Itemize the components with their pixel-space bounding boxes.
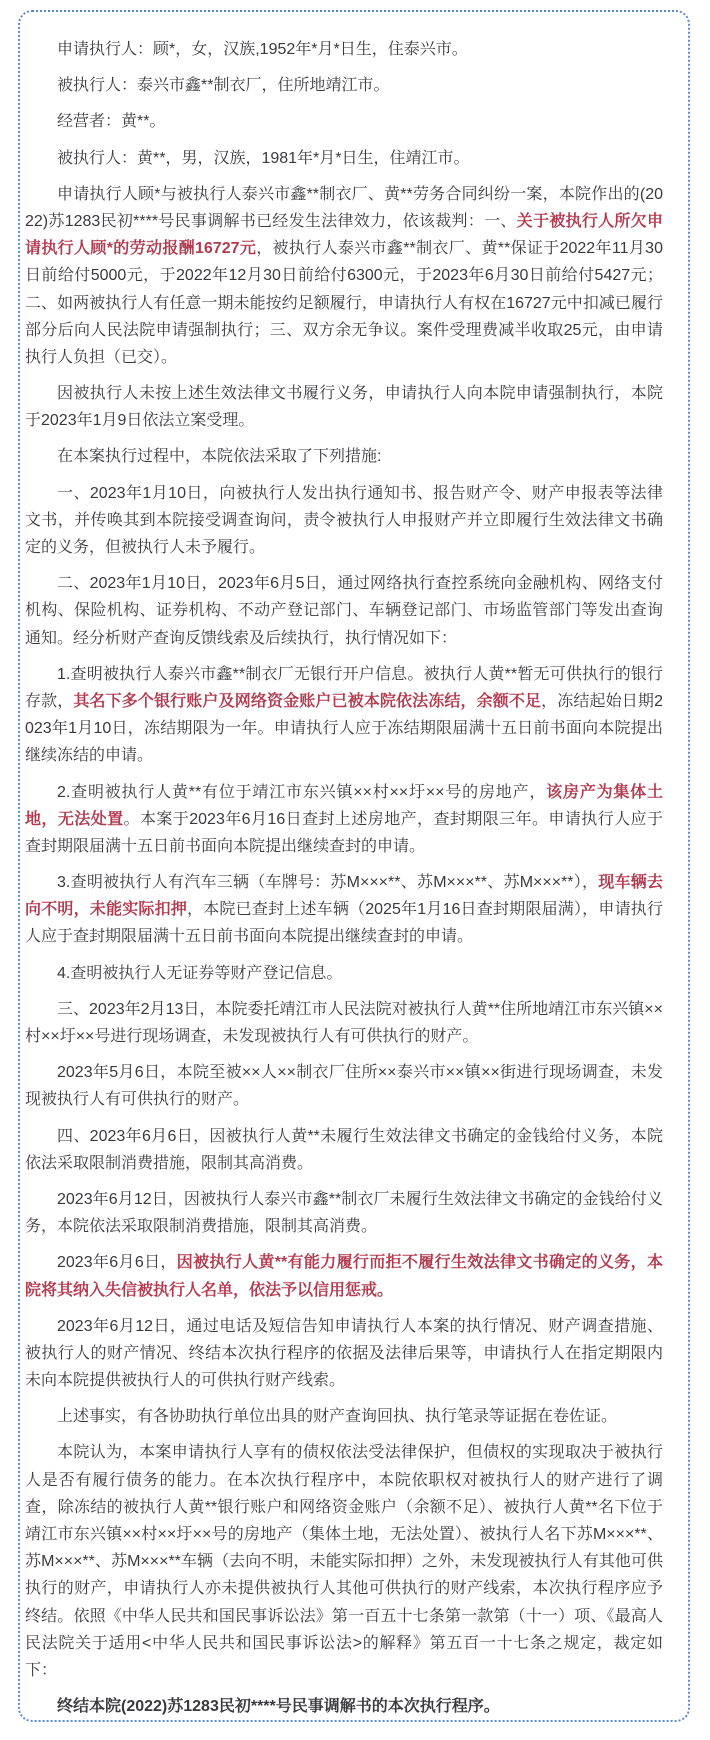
text-run: 2023年5月6日，本院至被××人××制衣厂住所××泰兴市××镇××街进行现场调查，未发现被执行人有可供执行的财产。 [25,1064,663,1109]
text-run: ，被执行人泰兴市鑫**制衣厂、黄**保证于2022年11月30日前给付5000元，于2022年12月30日前给付6300元，于2023年6月30日前给付5427元；二、如两被执行人有任意一期未能按约足额履行，申请执行人有权在16727元中扣减已履行部分后向人民法院申请强制执行；三、双方余无争议。案件受理费减半收取25元，由申请执行人负担（已交）。 [25,240,663,366]
paragraph [25,779,663,861]
paragraph [25,960,663,987]
text-run: 一、2023年1月10日，向被执行人发出执行通知书、报告财产令、财产申报表等法律文书，并传唤其到本院接受调查询问，责令被执行人申报财产并立即履行生效法律文书确定的义务，但被执行人未予履行。 [25,484,663,556]
paragraph [25,996,663,1050]
text-run: 1.查明被执行人泰兴市鑫**制衣厂无银行开户信息。被执行人黄**暂无可供执行的银行存款， [25,665,663,710]
text-run: 4.查明被执行人无证券等财产登记信息。 [57,964,343,982]
text-run: 2023年6月12日，通过电话及短信告知申请执行人本案的执行情况、财产调查措施、被执行人的财产情况、终结本次执行程序的依据及法律后果等，申请执行人在指定期限内未向本院提供被执行人的可供执行财产线索。 [25,1317,663,1390]
text-run: 终结本院(2022)苏1283民初****号民事调解书的本次执行程序。 [57,1698,500,1716]
highlighted-text-run: 该房产为集体土地，无法处置 [25,783,663,828]
paragraph [25,181,663,371]
paragraph [25,1313,663,1395]
document-body [25,36,663,1720]
text-run: 被执行人：黄**，男，汉族，1981年*月*日生，住靖江市。 [57,149,470,167]
text-run: 在本案执行过程中，本院依法采取了下列措施: [57,448,382,466]
text-run: 二、2023年1月10日，2023年6月5日，通过网络执行查控系统向金融机构、网络支付机构、保险机构、证券机构、不动产登记部门、车辆登记部门、市场监管部门等发出查询通知。经分析财产查询反馈线索及后续执行，执行情况如下： [25,575,663,647]
text-run: 四、2023年6月6日，因被执行人黄**未履行生效法律文书确定的金钱给付义务，本院依法采取限制消费措施，限制其高消费。 [25,1127,663,1172]
text-run: 2.查明被执行人黄**有位于靖江市东兴镇××村××圩××号的房地产， [57,783,547,801]
highlighted-text-run: 其名下多个银行账户及网络资金账户已被本院依法冻结，余额不足 [73,692,542,710]
highlighted-text-run: 现车辆去向不明，未能实际扣押 [25,874,663,919]
paragraph [25,1693,663,1720]
text-run: 申请执行人顾*与被执行人泰兴市鑫**制衣厂、黄**劳务合同纠纷一案，本院作出的(2022)苏1283民初****号民事调解书已经发生法律效力，依该裁判：一、 [25,185,663,230]
paragraph [25,1403,663,1430]
paragraph [25,869,663,951]
paragraph [25,72,663,99]
text-run: ，本院已查封上述车辆（2025年1月16日查封期限届满），申请执行人应于查封期限届满十五日前书面向本院提出继续查封的申请。 [25,901,663,946]
paragraph [25,1439,663,1684]
text-run: 3.查明被执行人有汽车三辆（车牌号：苏M×××**、苏M×××**、苏M×××**）， [57,874,599,892]
paragraph [25,1123,663,1177]
court-ruling-document [18,10,690,1722]
paragraph [25,1249,663,1303]
paragraph [25,380,663,434]
paragraph [25,36,663,63]
text-run: ，冻结起始日期2023年1月10日，冻结期限为一年。申请执行人应于冻结期限届满十五日前书面向本院提出继续冻结的申请。 [25,692,663,765]
text-run: 因被执行人未按上述生效法律文书履行义务，申请执行人向本院申请强制执行，本院于2023年1月9日依法立案受理。 [25,385,663,430]
paragraph [25,443,663,470]
paragraph [25,108,663,135]
text-run: 经营者：黄**。 [57,113,166,131]
paragraph [25,1186,663,1240]
text-run: 申请执行人：顾*，女，汉族,1952年*月*日生，住泰兴市。 [57,41,468,58]
paragraph [25,480,663,562]
text-run: 本院认为，本案申请执行人享有的债权依法受法律保护，但债权的实现取决于被执行人是否有履行债务的能力。在本次执行程序中，本院依职权对被执行人的财产进行了调查，除冻结的被执行人黄**银行账户和网络资金账户（余额不足）、被执行人黄**名下位于靖江市东兴镇××村××圩××号的房地产（集体土地，无法处置）、被执行人名下苏M×××**、苏M×××**、苏M×××**车辆（去向不明，未能实际扣押）之外，未发现被执行人有其他可供执行的财产，申请执行人亦未提供被执行人其他可供执行的财产线索，本次执行程序应予终结。依照《中华人民共和国民事诉讼法》第一百五十七条第一款第（十一）项、《最高人民法院关于适用<中华人民共和国民事诉讼法>的解释》第五百一十七条之规定，裁定如下： [25,1444,663,1679]
text-run: 2023年6月6日， [57,1254,177,1272]
highlighted-text-run: 因被执行人黄**有能力履行而拒不履行生效法律文书确定的义务，本院将其纳入失信被执行人名单，依法予以信用惩戒。 [25,1254,663,1299]
paragraph [25,1059,663,1113]
paragraph [25,145,663,172]
paragraph [25,661,663,770]
text-run: 上述事实，有各协助执行单位出具的财产查询回执、执行笔录等证据在卷佐证。 [57,1408,618,1426]
text-run: 被执行人：泰兴市鑫**制衣厂，住所地靖江市。 [57,77,390,95]
highlighted-text-run: 关于被执行人所欠申请执行人顾*的劳动报酬16727元 [25,212,663,258]
text-run: 三、2023年2月13日，本院委托靖江市人民法院对被执行人黄**住所地靖江市东兴镇××村××圩××号进行现场调查，未发现被执行人有可供执行的财产。 [25,1000,663,1045]
paragraph [25,570,663,652]
text-run: 。本案于2023年6月16日查封上述房地产，查封期限三年。申请执行人应于查封期限届满十五日前书面向本院提出继续查封的申请。 [25,810,663,855]
text-run: 2023年6月12日，因被执行人泰兴市鑫**制衣厂未履行生效法律文书确定的金钱给付义务，本院依法采取限制消费措施，限制其高消费。 [25,1190,663,1236]
